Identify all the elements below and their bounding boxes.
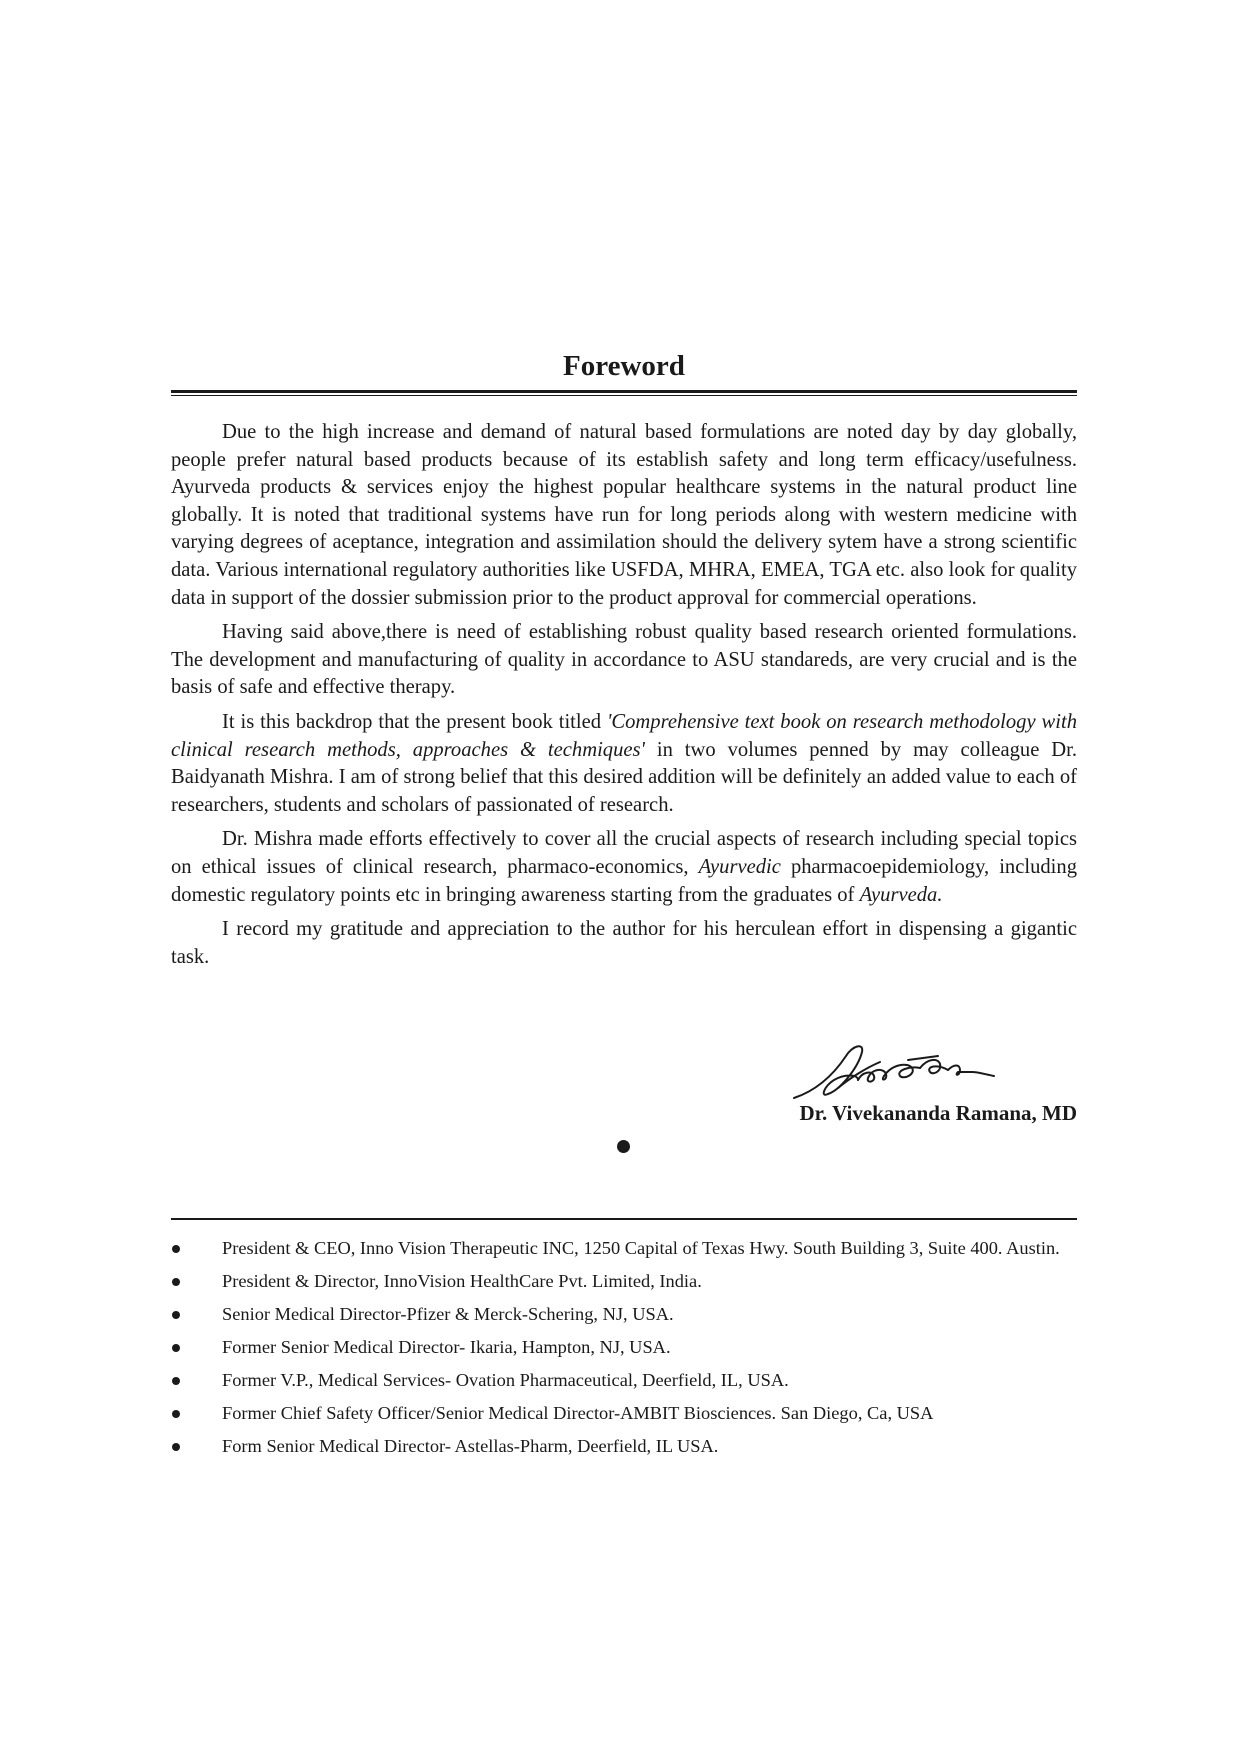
paragraph-3 — [171, 709, 1077, 819]
credential-text: Former Chief Safety Officer/Senior Medical Director-AMBIT Biosciences. San Diego, Ca, USA — [222, 1403, 934, 1423]
credential-text: Former V.P., Medical Services- Ovation Pharmaceutical, Deerfield, IL, USA. — [222, 1370, 789, 1390]
paragraph-3-text-a: It is this backdrop that the present book titled — [222, 710, 607, 733]
title-rule-thick — [171, 390, 1077, 393]
document-page — [171, 0, 1077, 1755]
list-item — [171, 1268, 1077, 1294]
list-item — [171, 1433, 1077, 1459]
ayurveda-italic: Ayurveda. — [859, 883, 943, 906]
bullet-icon — [172, 1311, 180, 1319]
paragraph-4-text-a: Dr. Mishra made efforts effectively to cover all the crucial aspects of research including special topics on ethical issues of clinical research, pharmaco-economics, — [171, 828, 1077, 878]
foreword-body — [171, 419, 1077, 978]
credential-text: Form Senior Medical Director- Astellas-Pharm, Deerfield, IL USA. — [222, 1436, 719, 1456]
list-item — [171, 1235, 1077, 1261]
paragraph-4-text-b: pharmacoepidemiology, including domestic regulatory points etc in bringing awareness starting from the graduates of — [171, 855, 1077, 906]
bullet-icon — [172, 1443, 180, 1451]
paragraph-4 — [171, 826, 1077, 909]
paragraph-1: Due to the high increase and demand of natural based formulations are noted day by day globally, people prefer natural based products because of its establish safety and long term efficacy/usefulness. Ayurveda products & services enjoy the highest popular healthcare systems in the natural product line globally. It is noted that traditional systems have run for long periods along with western medicine with varying degrees of aceptance, integration and assimilation should the delivery sytem have a strong scientific data. Various international regulatory authorities like USFDA, MHRA, EMEA, TGA etc. also look for quality data in support of the dossier submission prior to the product approval for commercial operations. — [171, 421, 1077, 609]
author-credentials-list — [171, 1235, 1077, 1466]
page-title: Foreword — [563, 350, 685, 382]
footnote-rule — [171, 1218, 1077, 1220]
handwritten-signature — [788, 1038, 1028, 1104]
list-item — [171, 1367, 1077, 1393]
paragraph-2: Having said above,there is need of establishing robust quality based research oriented formulations. The development and manufacturing of quality in accordance to ASU standareds, are very crucial and is the basis of safe and effective therapy. — [171, 621, 1077, 699]
paragraph-3-text-b: in two volumes penned by may colleague Dr. Baidyanath Mishra. I am of strong belief that this desired addition will be definitely an added value to each of researchers, students and scholars of passionated of research. — [171, 738, 1077, 816]
list-item — [171, 1334, 1077, 1360]
bullet-icon — [172, 1377, 180, 1385]
ayurvedic-italic: Ayurvedic — [698, 855, 781, 878]
title-double-rule — [171, 390, 1077, 397]
book-title-italic: 'Comprehensive text book on research methodology with clinical research methods, approaches & techmiques' — [171, 710, 1077, 761]
bullet-icon — [172, 1410, 180, 1418]
bullet-icon — [172, 1245, 180, 1253]
paragraph-5: I record my gratitude and appreciation to the author for his herculean effort in dispensing a gigantic task. — [171, 918, 1077, 968]
bullet-icon — [172, 1278, 180, 1286]
credential-text: President & Director, InnoVision HealthCare Pvt. Limited, India. — [222, 1271, 702, 1291]
title-rule-thin — [171, 395, 1077, 396]
list-item — [171, 1301, 1077, 1327]
author-name: Dr. Vivekananda Ramana, MD — [799, 1101, 1077, 1125]
credential-text: President & CEO, Inno Vision Therapeutic INC, 1250 Capital of Texas Hwy. South Building 3, Suite 400. Austin. — [222, 1238, 1060, 1258]
separator-bullet — [617, 1140, 630, 1153]
credential-text: Senior Medical Director-Pfizer & Merck-Schering, NJ, USA. — [222, 1304, 674, 1324]
list-item — [171, 1400, 1077, 1426]
bullet-icon — [172, 1344, 180, 1352]
credential-text: Former Senior Medical Director- Ikaria, Hampton, NJ, USA. — [222, 1337, 671, 1357]
